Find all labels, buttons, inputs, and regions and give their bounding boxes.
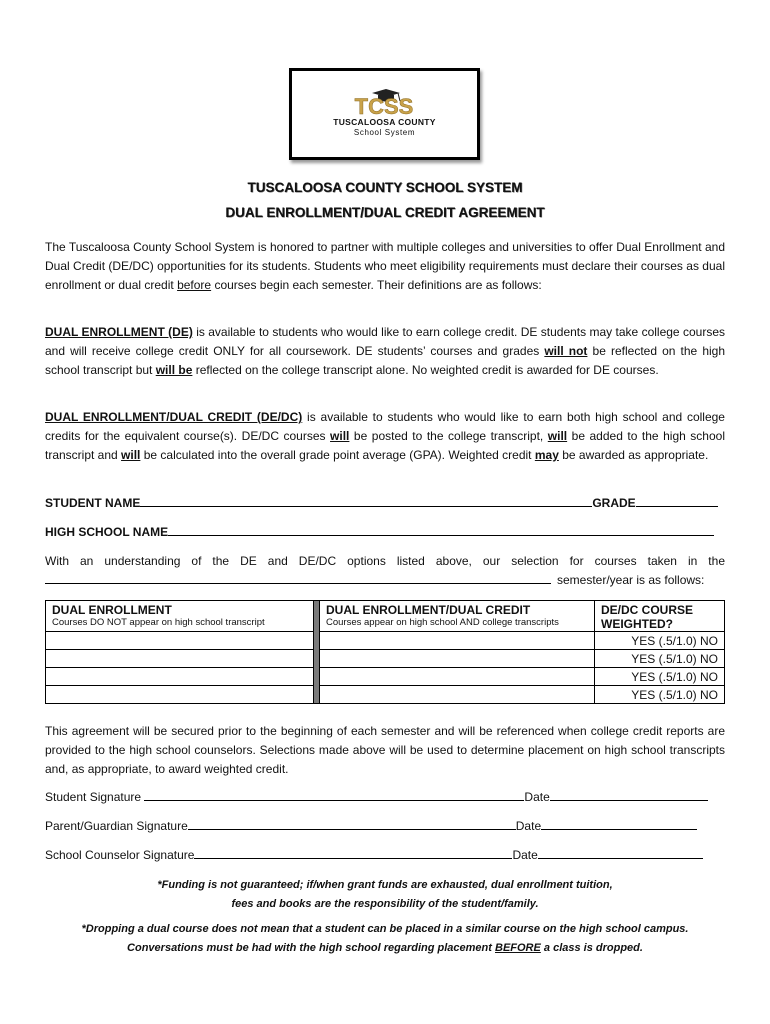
course-selection-table	[45, 600, 725, 704]
tcss-logo-mark	[334, 89, 434, 115]
weighted-cell[interactable]: YES (.5/1.0) NO	[595, 668, 725, 686]
logo-subtitle: School System	[353, 128, 416, 137]
semester-field[interactable]	[45, 572, 551, 584]
student-date-field[interactable]	[550, 789, 708, 801]
table-row	[46, 686, 725, 704]
dropping-text-a: Conversations must be had with the high school regarding placement	[127, 941, 495, 954]
dedc-course-cell[interactable]	[320, 632, 595, 650]
counselor-signature-row	[45, 847, 725, 862]
weighted-cell[interactable]: YES (.5/1.0) NO	[595, 632, 725, 650]
understanding-line-1: With an understanding of the DE and DE/DC options listed above, our selection for courses taken in the	[45, 554, 725, 568]
parent-date-field[interactable]	[541, 818, 697, 830]
de-definition	[45, 323, 725, 379]
grade-label: GRADE	[592, 496, 636, 510]
parent-signature-row	[45, 818, 725, 833]
intro-text-b: courses begin each semester. Their definitions are as follows:	[211, 277, 542, 292]
weighted-column-header	[595, 601, 725, 632]
dedc-column-header	[320, 601, 595, 632]
dedc-header-label: DUAL ENROLLMENT/DUAL CREDIT	[326, 603, 531, 617]
de-course-cell[interactable]	[46, 632, 314, 650]
table-row	[46, 650, 725, 668]
counselor-signature-field[interactable]	[194, 847, 512, 859]
student-name-row	[45, 495, 725, 510]
de-course-cell[interactable]	[46, 650, 314, 668]
weighted-cell[interactable]: YES (.5/1.0) NO	[595, 686, 725, 704]
grade-field[interactable]	[636, 495, 718, 507]
dedc-term: DUAL ENROLLMENT/DUAL CREDIT (DE/DC)	[45, 410, 303, 424]
weighted-cell[interactable]: YES (.5/1.0) NO	[595, 650, 725, 668]
dropping-before: BEFORE	[495, 941, 541, 954]
de-text-c: reflected on the college transcript alone. No weighted credit is awarded for DE courses.	[192, 362, 659, 377]
parent-signature-label: Parent/Guardian Signature	[45, 819, 188, 833]
de-text-b: be reflected on the high school transcript but	[45, 343, 726, 377]
page-title: TUSCALOOSA COUNTY SCHOOL SYSTEM	[247, 180, 523, 195]
understanding-text-b: semester/year is as follows:	[557, 573, 705, 587]
de-course-cell[interactable]	[46, 686, 314, 704]
funding-note-line-2: fees and books are the responsibility of the student/family.	[231, 897, 539, 910]
dedc-definition	[45, 408, 725, 464]
table-header-row	[46, 601, 725, 632]
district-logo	[289, 68, 480, 160]
dedc-text-e: be awarded as appropriate.	[558, 447, 709, 462]
dedc-may: may	[534, 447, 559, 462]
de-term: DUAL ENROLLMENT (DE)	[45, 325, 193, 339]
student-date-label: Date	[524, 790, 550, 804]
dropping-text-b: a class is dropped.	[540, 941, 643, 954]
logo-mark-text: TCSS	[354, 94, 414, 115]
dropping-note	[0, 920, 770, 957]
funding-note	[0, 876, 770, 913]
student-signature-field[interactable]	[144, 789, 524, 801]
dedc-will-1: will	[330, 428, 350, 443]
counselor-date-field[interactable]	[538, 847, 703, 859]
weighted-header-2: WEIGHTED?	[601, 617, 673, 631]
weighted-header-1: DE/DC COURSE	[601, 603, 694, 617]
dedc-course-cell[interactable]	[320, 650, 595, 668]
funding-note-line-1: *Funding is not guaranteed; if/when grant funds are exhausted, dual enrollment tuition,	[157, 879, 613, 891]
page-subtitle: DUAL ENROLLMENT/DUAL CREDIT AGREEMENT	[225, 205, 545, 220]
table-row	[46, 632, 725, 650]
de-column-header	[46, 601, 314, 632]
high-school-field[interactable]	[168, 524, 714, 536]
dedc-will-2: will	[547, 428, 568, 443]
student-name-field[interactable]	[140, 495, 592, 507]
dedc-will-3: will	[121, 447, 141, 462]
de-will-be: will be	[155, 362, 193, 377]
counselor-signature-label: School Counselor Signature	[45, 848, 195, 862]
dropping-note-line-2	[0, 939, 770, 958]
student-signature-row	[45, 789, 725, 804]
parent-signature-field[interactable]	[188, 818, 516, 830]
intro-before: before	[177, 277, 212, 292]
dropping-note-line-1: *Dropping a dual course does not mean that a student can be placed in a similar course on the high school campus.	[81, 923, 689, 935]
dedc-course-cell[interactable]	[320, 686, 595, 704]
table-row	[46, 668, 725, 686]
dedc-text-d: be calculated into the overall grade point average (GPA). Weighted credit	[140, 447, 535, 462]
dedc-text-c: be added to the high school transcript and	[45, 428, 725, 462]
student-signature-label: Student Signature	[45, 790, 142, 804]
de-text-a: is available to students who would like to earn college credit. DE students may take college courses and will receive college credit ONLY for all coursework. DE students’ courses and grades	[45, 325, 725, 358]
high-school-label: HIGH SCHOOL NAME	[45, 525, 169, 539]
de-will-not: will not	[544, 343, 588, 358]
high-school-row	[45, 524, 725, 539]
counselor-date-label: Date	[512, 848, 538, 862]
intro-paragraph	[45, 238, 725, 294]
agreement-paragraph: This agreement will be secured prior to the beginning of each semester and will be referenced when college credit reports are provided to the high school counselors. Selections made above will be used to determine placement on high school transcripts and, as appropriate, to award weighted credit.	[45, 724, 725, 776]
dedc-text-b: be posted to the college transcript,	[349, 428, 548, 443]
dedc-course-cell[interactable]	[320, 668, 595, 686]
de-header-label: DUAL ENROLLMENT	[52, 603, 172, 617]
dedc-header-sub: Courses appear on high school AND college transcripts	[326, 617, 559, 628]
de-header-sub: Courses DO NOT appear on high school transcript	[52, 617, 265, 628]
de-course-cell[interactable]	[46, 668, 314, 686]
student-name-label: STUDENT NAME	[45, 496, 141, 510]
dedc-text-a: is available to students who would like to earn both high school and college credits for the equivalent course(s). DE/DC courses	[45, 410, 725, 443]
understanding-line-2	[45, 572, 725, 587]
parent-date-label: Date	[515, 819, 542, 833]
intro-text-a: The Tuscaloosa County School System is honored to partner with multiple colleges and universities to offer Dual Enrollment and Dual Credit (DE/DC) opportunities for its students. Students who meet eligibility requirements must declare their courses as dual enrollment or dual credit	[45, 240, 725, 292]
logo-name: TUSCALOOSA COUNTY	[333, 117, 436, 127]
